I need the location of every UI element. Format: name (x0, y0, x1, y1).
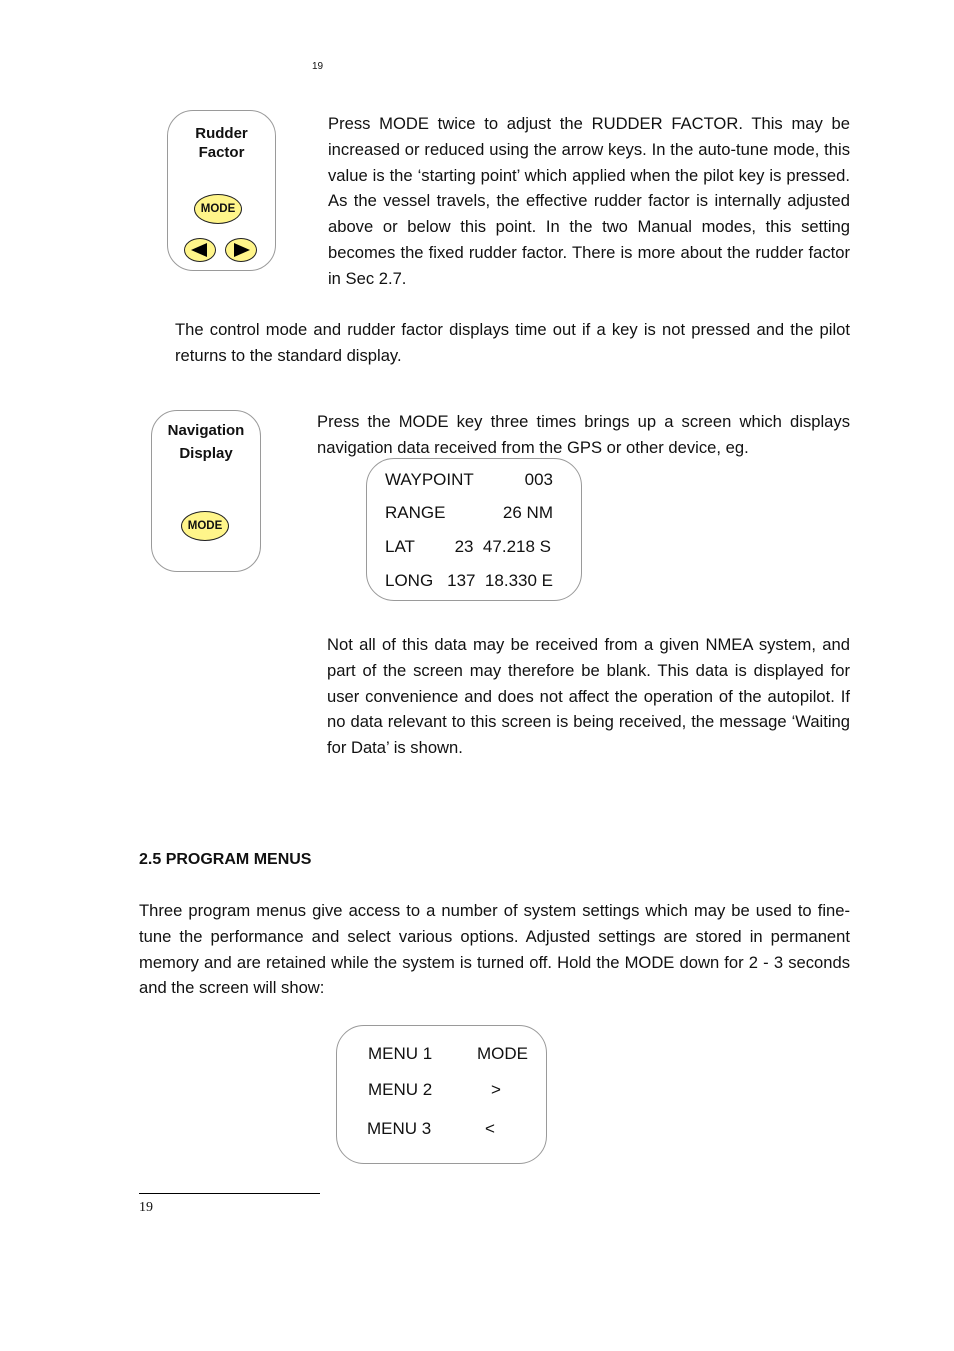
nav-row-label: RANGE (385, 503, 446, 522)
nav-note-text: Not all of this data may be received from a given NMEA system, and part of the screen may therefore be blank. This data is displayed for user convenience and does not affect the operation of the autopilot. If no data relevant to this screen is being received, the message ‘Waiting for Data’ is shown. (327, 635, 850, 758)
left-arrow-button[interactable] (184, 238, 216, 262)
menu-row-value: > (491, 1080, 501, 1099)
right-arrow-icon (226, 239, 258, 263)
navigation-display-panel (151, 410, 261, 572)
footnote-divider (139, 1193, 320, 1194)
rudder-factor-panel (167, 110, 276, 271)
nav-row-label: WAYPOINT (385, 470, 474, 489)
nav-data-screen (366, 458, 582, 601)
nav-row-label: LAT (385, 537, 415, 556)
menu-screen (336, 1025, 547, 1164)
nav-row-value: 137 18.330 E (447, 571, 553, 590)
mode-button[interactable]: MODE (194, 194, 242, 224)
rudder-panel-title-line1: Rudder (195, 125, 248, 142)
page-number-top: 19 (312, 61, 324, 72)
nav-row-value: 23 47.218 S (454, 537, 551, 556)
section-body-text: Three program menus give access to a number of system settings which may be used to fine-tune the performance and select various options. Adjusted settings are stored in permanent memory and are retained while the system is turned off. Hold the MODE down for 2 - 3 seconds and the screen will show: (139, 901, 850, 998)
menu-row-label: MENU 2 (368, 1080, 433, 1099)
section-heading: 2.5 PROGRAM MENUS (139, 851, 312, 868)
nav-row-label: LONG (385, 571, 434, 590)
rudder-factor-text: Press MODE twice to adjust the RUDDER FACTOR. This may be increased or reduced using the arrow keys. In the auto-tune mode, this value is the ‘starting point’ which applied when the pilot key is pressed. As the vessel travels, the effective rudder factor is internally adjusted above or below this point. In the two Manual modes, this setting becomes the fixed rudder factor. There is more about the rudder factor in Sec 2.7. (328, 114, 850, 288)
menu-row-value: MODE (477, 1044, 528, 1063)
menu-row-label: MENU 1 (368, 1044, 433, 1063)
mode-button[interactable]: MODE (181, 511, 229, 541)
nav-panel-title-line1: Navigation (167, 422, 245, 439)
left-arrow-icon (185, 239, 217, 263)
nav-intro-text: Press the MODE key three times brings up a screen which displays navigation data received from the GPS or other device, eg. (317, 412, 850, 457)
nav-row-value: 26 NM (502, 503, 553, 522)
menu-row-value: < (485, 1119, 495, 1138)
menu-row-label: MENU 3 (367, 1119, 432, 1138)
rudder-panel-title-line2: Factor (198, 144, 245, 161)
timeout-text: The control mode and rudder factor displays time out if a key is not pressed and the pilot returns to the standard display. (175, 320, 850, 365)
nav-panel-title-line2: Display (179, 445, 233, 462)
right-arrow-button[interactable] (225, 238, 257, 262)
nav-row-value: 003 (524, 470, 553, 489)
footnote-number: 19 (139, 1200, 153, 1215)
